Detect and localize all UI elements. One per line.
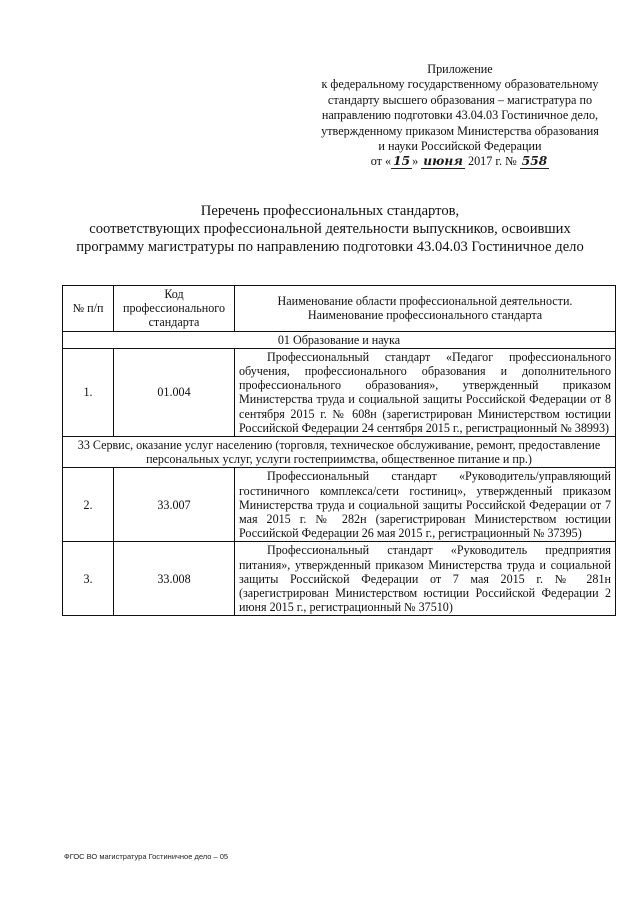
handwritten-month: июня (423, 154, 463, 169)
handwritten-day: 15 (393, 154, 411, 169)
row-text: Профессиональный стандарт «Руководитель предприятия питания», утвержденный приказом Министерства труда и социальной защиты Российской Федерации от 7 мая 2015 г. № 281н (зарегистрирован Министерством юстиции Российской Федерации 2 июня 2015 г., регистрационный № 37510) (235, 542, 616, 616)
section-title: 01 Образование и наука (63, 331, 616, 348)
row-code: 33.007 (114, 468, 235, 542)
table-header-row (63, 286, 616, 332)
section-title: 33 Сервис, оказание услуг населению (торговля, техническое обслуживание, ремонт, предоставление персональных услуг, услуги гостеприимства, общественное питание и пр.) (63, 437, 616, 468)
appendix-line: утвержденному приказом Министерства образования (321, 123, 599, 138)
table-row (63, 468, 616, 542)
date-day-close: » (412, 154, 419, 169)
row-code: 33.008 (114, 542, 235, 616)
header-name: Наименование области профессиональной деятельности. Наименование профессионального стандарта (235, 286, 616, 332)
row-text: Профессиональный стандарт «Педагог профессионального обучения, профессионального образования и дополнительного профессионального образования», утвержденный приказом Министерства труда и социальной защиты Российской Федерации от 8 сентября 2015 г. № 608н (зарегистрирован Министерством юстиции Российской Федерации 24 сентября 2015 г., регистрационный № 38993) (235, 348, 616, 436)
title-line: Перечень профессиональных стандартов, (200, 203, 460, 219)
title-line: программу магистратуры по направлению подготовки 43.04.03 Гостиничное дело (76, 238, 584, 255)
table-row (63, 542, 616, 616)
document-title (30, 203, 630, 256)
row-code: 01.004 (114, 348, 235, 436)
standards-table (62, 285, 616, 616)
section-row (63, 437, 616, 468)
page-footer: ФГОС ВО магистратура Гостиничное дело – 05 (64, 852, 229, 861)
row-num: 2. (63, 468, 114, 542)
row-text: Профессиональный стандарт «Руководитель/управляющий гостиничного комплекса/сети гостиниц», утвержденный приказом Министерства труда и социальной защиты Российской Федерации от 7 мая 2015 г. № 282н (зарегистрирован Министерством юстиции Российской Федерации 26 мая 2015 г., регистрационный № 37395) (235, 468, 616, 542)
section-row (63, 331, 616, 348)
appendix-line: к федеральному государственному образовательному (321, 77, 599, 92)
appendix-block (300, 62, 620, 170)
order-date-line (300, 154, 620, 169)
header-num: № п/п (63, 286, 114, 332)
title-line: соответствующих профессиональной деятельности выпускников, освоивших (89, 220, 571, 237)
appendix-line: Приложение (427, 62, 493, 76)
date-year: 2017 г. № (467, 154, 517, 169)
appendix-line: стандарту высшего образования – магистратура по (327, 92, 593, 107)
row-num: 1. (63, 348, 114, 436)
appendix-line: и науки Российской Федерации (378, 139, 542, 154)
handwritten-order-number: 558 (521, 154, 548, 169)
table-row (63, 348, 616, 436)
row-num: 3. (63, 542, 114, 616)
date-prefix: от « (370, 154, 392, 169)
appendix-line: направлению подготовки 43.04.03 Гостиничное дело, (321, 108, 599, 123)
header-code: Код профессионального стандарта (114, 286, 235, 332)
